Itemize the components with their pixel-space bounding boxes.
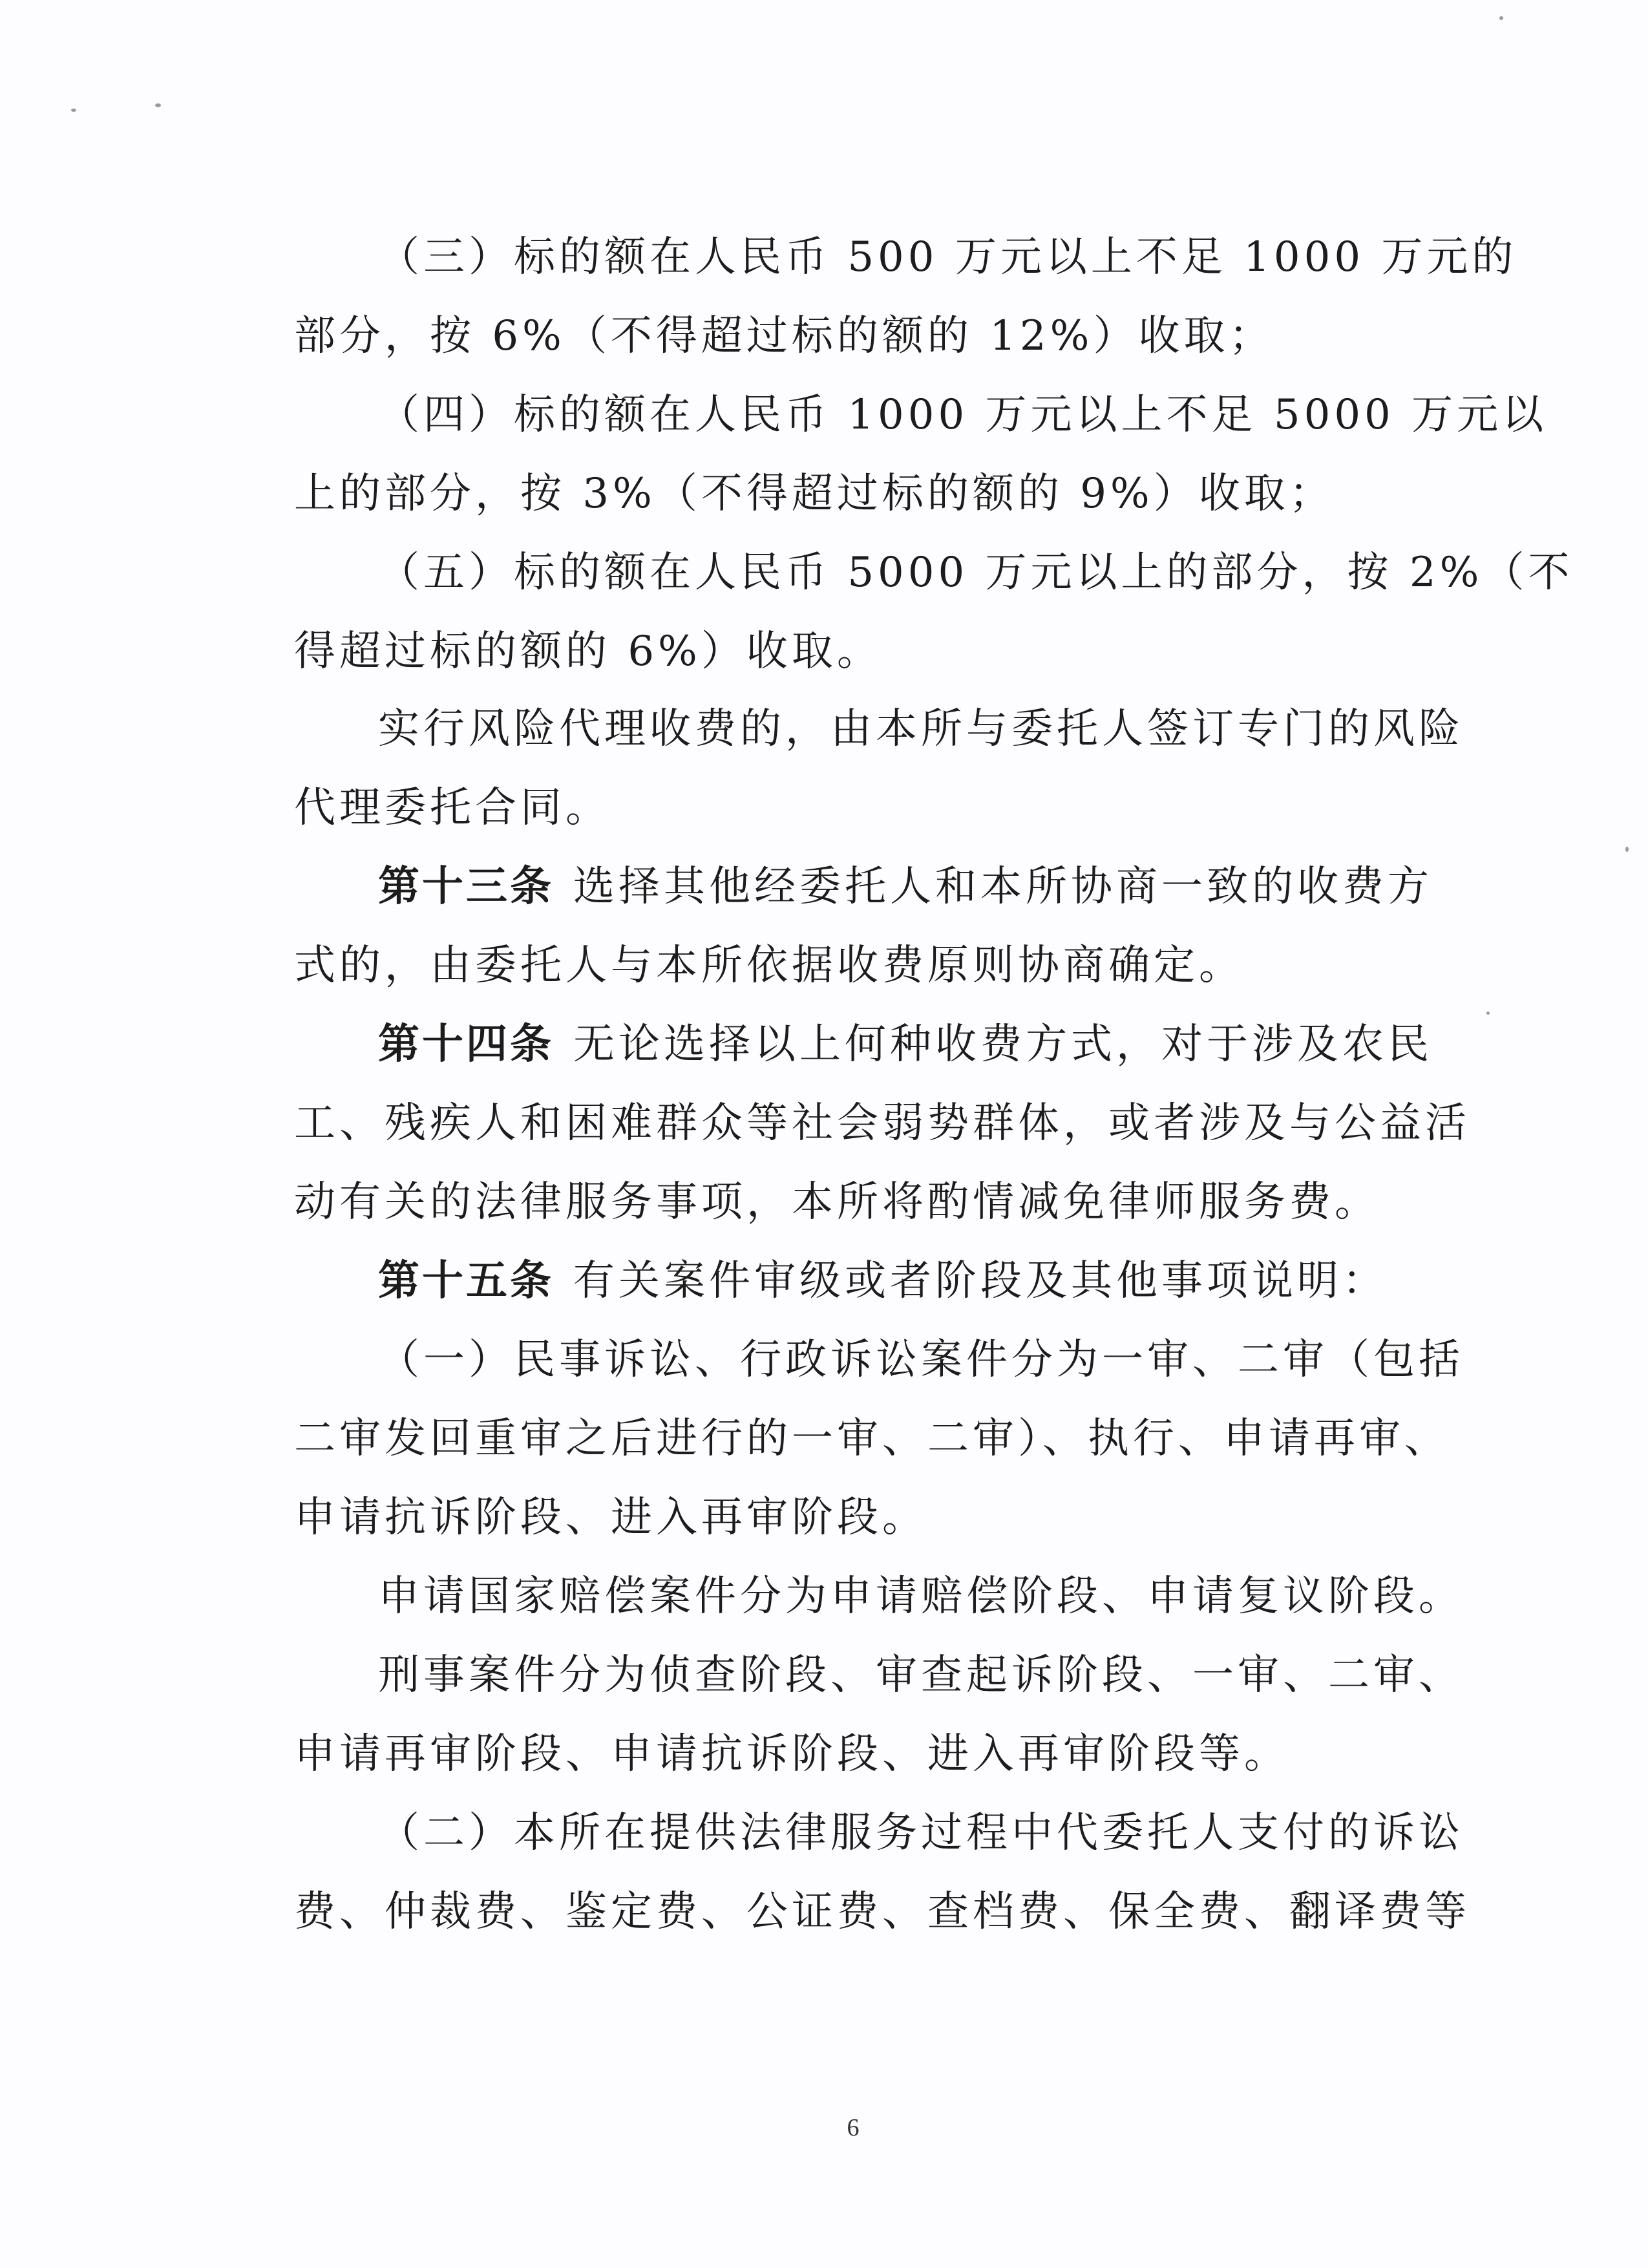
paragraph-text: 选择其他经委托人和本所协商一致的收费方 [573,863,1433,911]
paragraph-text: 有关案件审级或者阶段及其他事项说明： [573,1257,1388,1305]
scan-speck [1625,847,1629,852]
article-14-paragraph [378,1019,1433,1070]
paragraph-line: 工、残疾人和困难群众等社会弱势群体，或者涉及与公益活 [294,1099,1470,1147]
paragraph-line: 得超过标的额的 6%）收取。 [294,628,882,675]
article-heading: 第十五条 [378,1257,554,1305]
article-15-paragraph [378,1255,1388,1307]
paragraph-line: 二审发回重审之后进行的一审、二审）、执行、申请再审、 [294,1415,1450,1463]
scan-speck [1486,1012,1490,1015]
paragraph-line: （二）本所在提供法律服务过程中代委托人支付的诉讼 [378,1809,1464,1857]
paragraph-line: （一）民事诉讼、行政诉讼案件分为一审、二审（包括 [378,1336,1464,1384]
scan-speck [1499,16,1503,20]
scan-speck [71,109,76,112]
paragraph-line: 申请再审阶段、申请抗诉阶段、进入再审阶段等。 [294,1730,1289,1778]
paragraph-line: 部分，按 6%（不得超过标的额的 12%）收取； [294,312,1274,360]
paragraph-line: （三）标的额在人民币 500 万元以上不足 1000 万元的 [378,233,1517,281]
article-heading: 第十三条 [378,863,554,911]
paragraph-line: （五）标的额在人民币 5000 万元以上的部分，按 2%（不 [378,549,1574,597]
paragraph-line: （四）标的额在人民币 1000 万元以上不足 5000 万元以 [378,391,1548,439]
page-number: 6 [847,2114,860,2141]
paragraph-line: 费、仲裁费、鉴定费、公证费、查档费、保全费、翻译费等 [294,1888,1470,1936]
paragraph-line: 申请抗诉阶段、进入再审阶段。 [294,1494,927,1542]
paragraph-line: 代理委托合同。 [294,784,611,832]
paragraph-line: 申请国家赔偿案件分为申请赔偿阶段、申请复议阶段。 [378,1573,1464,1620]
article-13-paragraph [378,861,1433,913]
paragraph-line: 动有关的法律服务事项，本所将酌情减免律师服务费。 [294,1178,1380,1226]
paragraph-line: 上的部分，按 3%（不得超过标的额的 9%）收取； [294,470,1335,518]
paragraph-line: 式的，由委托人与本所依据收费原则协商确定。 [294,942,1244,990]
paragraph-line: 实行风险代理收费的，由本所与委托人签订专门的风险 [378,705,1464,753]
paragraph-text: 无论选择以上何种收费方式，对于涉及农民 [573,1021,1433,1068]
article-heading: 第十四条 [378,1021,554,1068]
scan-speck [155,103,161,107]
paragraph-line: 刑事案件分为侦查阶段、审查起诉阶段、一审、二审、 [378,1651,1464,1699]
